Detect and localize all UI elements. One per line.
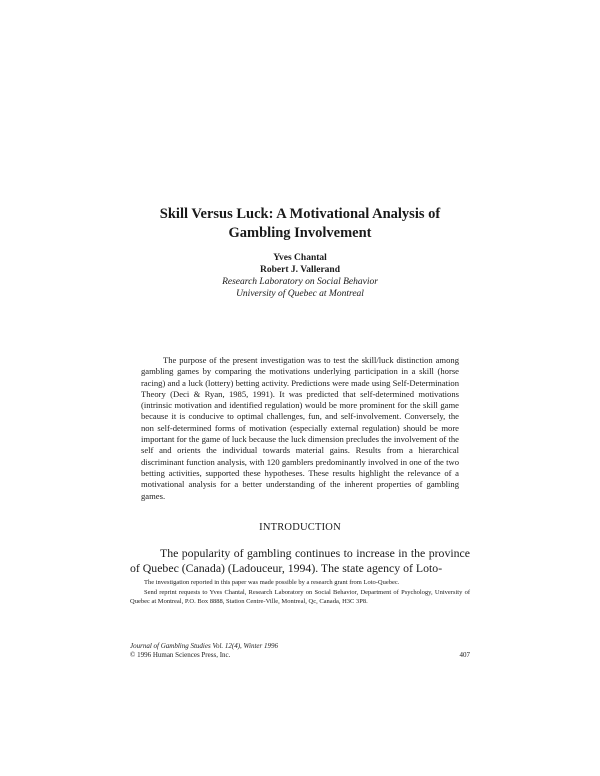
footnote: Send reprint requests to Yves Chantal, Research Laboratory on Social Behavior, Department of Psychology, University of Quebec at Montreal, P.O. Box 8888, Station Centre-Ville, Montreal, Qc, Canada, H3C 3P8. [130,589,470,605]
page-number: 407 [459,651,470,659]
footnote: The investigation reported in this paper was made possible by a research grant from Loto-Quebec. [144,579,400,586]
body-paragraph: The popularity of gambling continues to increase in the province of Quebec (Canada) (Ladouceur, 1994). The state agency of Loto- [130,546,470,575]
section-heading: INTRODUCTION [259,522,341,533]
title-line-2: Gambling Involvement [228,225,372,241]
affiliation-line: Research Laboratory on Social Behavior [222,277,378,287]
journal-footer [130,642,470,660]
author-name: Yves Chantal [273,253,327,263]
affiliation-line: University of Quebec at Montreal [236,289,364,299]
author-name: Robert J. Vallerand [260,265,340,275]
footnotes [130,579,470,608]
author-block [100,252,500,300]
paper-title [100,205,500,243]
title-line-1: Skill Versus Luck: A Motivational Analysis of [159,206,441,222]
copyright-notice: © 1996 Human Sciences Press, Inc. [130,651,231,659]
journal-citation: Journal of Gambling Studies Vol. 12(4), Winter 1996 [130,642,278,650]
abstract: The purpose of the present investigation was to test the skill/luck distinction among gambling games by comparing the motivations underlying participation in a skill (horse racing) and a luck (lottery) betting activity. Predictions were made using Self-Determination Theory (Deci & Ryan, 1985, 1991). It was predicted that self-determined motivations (intrinsic motivation and identified regulation) would be more prominent for the skill game because it is conducive to optimal challenges, fun, and self-involvement. Conversely, the non self-determined forms of motivation (especially external regulation) should be more important for the game of luck because the luck dimension precludes the involvement of the self and orients the individual towards material gains. Results from a hierarchical discriminant function analysis, with 120 gamblers predominantly involved in one of the two betting activities, supported these hypotheses. These results highlight the relevance of a motivational analysis for a better understanding of the inherent properties of gambling games. [141,355,459,501]
